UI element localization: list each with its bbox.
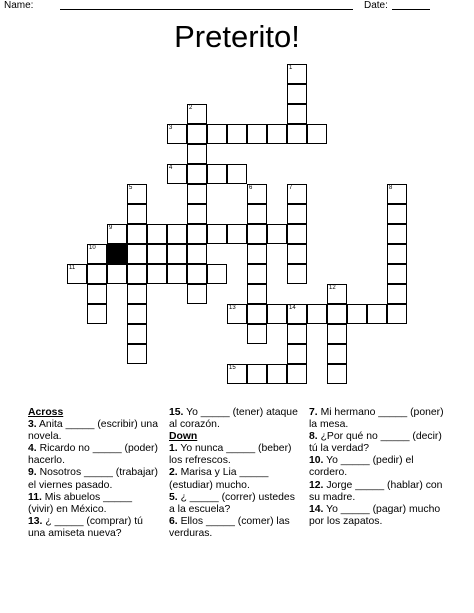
- grid-cell[interactable]: [207, 224, 227, 244]
- clue-number: 3: [169, 125, 173, 131]
- clue-down-7: 7. Mi hermano _____ (poner) la mesa.: [309, 407, 444, 431]
- grid-cell[interactable]: [347, 304, 367, 324]
- grid-cell[interactable]: [287, 184, 307, 204]
- clue-down-8: 8. ¿Por qué no _____ (decir) tú la verdad?: [309, 431, 442, 455]
- grid-cell[interactable]: [147, 244, 167, 264]
- grid-cell[interactable]: [287, 244, 307, 264]
- clue-number: 7: [289, 185, 293, 191]
- clue-number: 4: [169, 165, 173, 171]
- clues-column-2: [169, 407, 303, 540]
- clues-column-1: [28, 407, 160, 540]
- grid-cell[interactable]: [167, 264, 187, 284]
- grid-cell[interactable]: [127, 264, 147, 284]
- clue-number: 8: [389, 185, 393, 191]
- grid-cell[interactable]: [267, 364, 287, 384]
- grid-cell[interactable]: [167, 164, 187, 184]
- grid-cell[interactable]: [387, 204, 407, 224]
- grid-cell[interactable]: [307, 124, 327, 144]
- grid-cell[interactable]: [267, 124, 287, 144]
- puzzle-title: Preterito!: [174, 19, 300, 54]
- grid-cell[interactable]: [207, 264, 227, 284]
- clue-number: 6: [249, 185, 253, 191]
- clue-number: 5: [129, 185, 133, 191]
- grid-cell[interactable]: [227, 164, 247, 184]
- clue-down-5: 5. ¿ _____ (correr) ustedes a la escuela?: [169, 491, 295, 515]
- grid-cell[interactable]: [187, 244, 207, 264]
- grid-cell[interactable]: [167, 224, 187, 244]
- grid-cell[interactable]: [127, 204, 147, 224]
- grid-cell[interactable]: [247, 364, 267, 384]
- down-heading: Down: [169, 431, 198, 443]
- clue-number: 14: [289, 305, 296, 311]
- grid-cell[interactable]: [107, 224, 127, 244]
- grid-cell[interactable]: [307, 304, 327, 324]
- clue-number: 10: [89, 245, 96, 251]
- grid-cell[interactable]: [247, 324, 267, 344]
- clue-number: 2: [189, 105, 193, 111]
- grid-cell[interactable]: [127, 304, 147, 324]
- grid-cell[interactable]: [187, 284, 207, 304]
- grid-cell[interactable]: [247, 304, 267, 324]
- grid-cell[interactable]: [187, 184, 207, 204]
- across-heading: Across: [28, 407, 64, 418]
- grid-cell[interactable]: [387, 284, 407, 304]
- grid-cell[interactable]: [387, 244, 407, 264]
- clue-down-14: 14. Yo _____ (pagar) mucho por los zapatos.: [309, 503, 441, 527]
- grid-cell[interactable]: [207, 124, 227, 144]
- grid-cell[interactable]: [187, 264, 207, 284]
- grid-cell[interactable]: [227, 224, 247, 244]
- grid-cell[interactable]: [167, 244, 187, 264]
- grid-cell[interactable]: [387, 304, 407, 324]
- grid-cell[interactable]: [187, 124, 207, 144]
- grid-cell[interactable]: [327, 344, 347, 364]
- grid-cell[interactable]: [167, 124, 187, 144]
- clue-across-13: 13. ¿ _____ (comprar) tú una amiseta nueva?: [28, 515, 143, 539]
- grid-cell[interactable]: [327, 324, 347, 344]
- grid-cell[interactable]: [327, 364, 347, 384]
- clue-down-6: 6. Ellos _____ (comer) las verduras.: [169, 515, 290, 539]
- grid-cell[interactable]: [127, 344, 147, 364]
- grid-cell[interactable]: [247, 244, 267, 264]
- grid-cell[interactable]: [267, 224, 287, 244]
- grid-cell[interactable]: [367, 304, 387, 324]
- clue-number: 1: [289, 65, 293, 71]
- date-label: Date:: [364, 0, 388, 11]
- grid-cell[interactable]: [327, 284, 347, 304]
- grid-cell[interactable]: [127, 184, 147, 204]
- black-square: [107, 244, 127, 264]
- grid-cell[interactable]: [227, 304, 247, 324]
- grid-cell[interactable]: [247, 284, 267, 304]
- clue-across-4: 4. Ricardo no _____ (poder) hacerlo.: [28, 443, 158, 467]
- clue-across-3: 3. Anita _____ (escribir) una novela.: [28, 419, 158, 443]
- grid-cell[interactable]: [147, 264, 167, 284]
- grid-cell[interactable]: [187, 224, 207, 244]
- grid-cell[interactable]: [387, 264, 407, 284]
- grid-cell[interactable]: [287, 64, 307, 84]
- clue-across-15: 15. Yo _____ (tener) ataque al corazón.: [169, 407, 298, 431]
- grid-cell[interactable]: [87, 304, 107, 324]
- name-label: Name:: [4, 0, 34, 11]
- clue-number: 12: [329, 285, 336, 291]
- grid-cell[interactable]: [147, 224, 167, 244]
- grid-cell[interactable]: [287, 304, 307, 324]
- clue-down-10: 10. Yo _____ (pedir) el cordero.: [309, 455, 414, 479]
- grid-cell[interactable]: [87, 264, 107, 284]
- grid-cell[interactable]: [287, 224, 307, 244]
- grid-cell[interactable]: [287, 84, 307, 104]
- grid-cell[interactable]: [287, 364, 307, 384]
- grid-cell[interactable]: [187, 204, 207, 224]
- grid-cell[interactable]: [287, 344, 307, 364]
- grid-cell[interactable]: [127, 224, 147, 244]
- grid-cell[interactable]: [127, 244, 147, 264]
- clue-number: 13: [229, 305, 236, 311]
- clue-number: 11: [69, 265, 76, 271]
- grid-cell[interactable]: [67, 264, 87, 284]
- grid-cell[interactable]: [287, 264, 307, 284]
- grid-cell[interactable]: [287, 324, 307, 344]
- grid-cell[interactable]: [247, 224, 267, 244]
- grid-cell[interactable]: [267, 304, 287, 324]
- clue-across-11: 11. Mis abuelos _____ (vivir) en México.: [28, 491, 132, 515]
- grid-cell[interactable]: [387, 184, 407, 204]
- clue-down-1: 1. Yo nunca _____ (beber) los refrescos.: [169, 443, 292, 467]
- grid-cell[interactable]: [127, 284, 147, 304]
- grid-cell[interactable]: [207, 164, 227, 184]
- grid-cell[interactable]: [127, 324, 147, 344]
- grid-cell[interactable]: [287, 124, 307, 144]
- grid-cell[interactable]: [247, 204, 267, 224]
- grid-cell[interactable]: [327, 304, 347, 324]
- clue-down-12: 12. Jorge _____ (hablar) con su madre.: [309, 479, 443, 503]
- grid-cell[interactable]: [227, 364, 247, 384]
- clue-down-2: 2. Marisa y Lia _____ (estudiar) mucho.: [169, 467, 269, 491]
- clue-number: 15: [229, 365, 236, 371]
- grid-cell[interactable]: [287, 104, 307, 124]
- grid-cell[interactable]: [247, 124, 267, 144]
- grid-cell[interactable]: [87, 244, 107, 264]
- clue-across-9: 9. Nosotros _____ (trabajar) el viernes pasado.: [28, 467, 158, 491]
- grid-cell[interactable]: [187, 104, 207, 124]
- clues-column-3: [309, 407, 445, 528]
- grid-cell[interactable]: [227, 124, 247, 144]
- grid-cell[interactable]: [247, 184, 267, 204]
- grid-cell[interactable]: [287, 204, 307, 224]
- grid-cell[interactable]: [187, 164, 207, 184]
- grid-cell[interactable]: [387, 224, 407, 244]
- grid-cell[interactable]: [107, 264, 127, 284]
- clue-number: 9: [109, 225, 113, 231]
- grid-cell[interactable]: [187, 144, 207, 164]
- grid-cell[interactable]: [87, 284, 107, 304]
- grid-cell[interactable]: [247, 264, 267, 284]
